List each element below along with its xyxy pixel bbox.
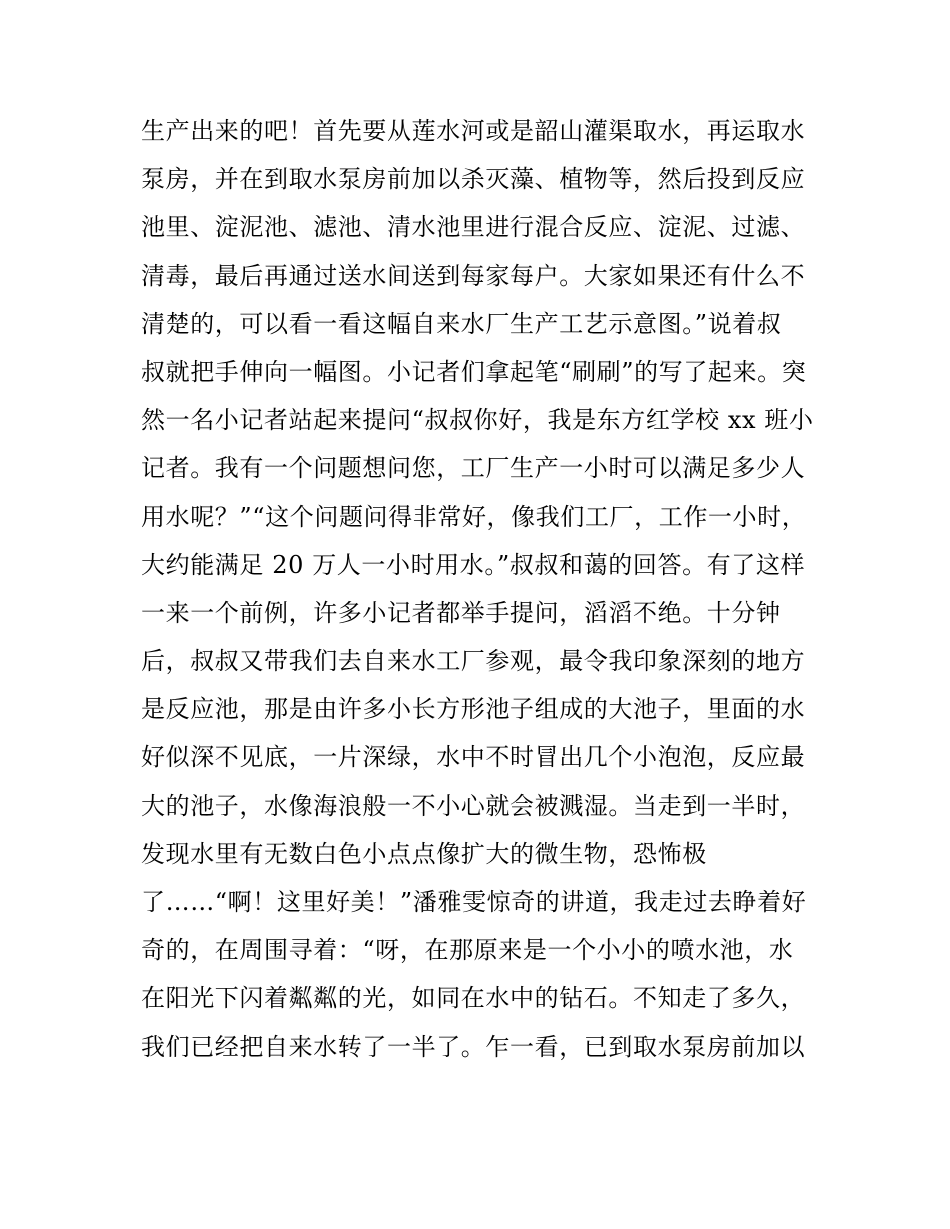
text-line-3: 池里、淀泥池、滤池、清水池里进行混合反应、淀泥、过滤、 bbox=[141, 213, 806, 242]
text-line-7: 然一名小记者站起来提问“叔叔你好，我是东方红学校 xx 班小 bbox=[141, 406, 814, 435]
text-line-6: 叔就把手伸向一幅图。小记者们拿起笔“刷刷”的写了起来。突 bbox=[141, 357, 807, 386]
text-line-1: 生产出来的吧！首先要从莲水河或是韶山灌渠取水，再运取水 bbox=[141, 117, 806, 145]
text-line-15: 大的池子，水像海浪般一不小心就会被溅湿。当走到一半时， bbox=[141, 791, 806, 820]
text-line-8: 记者。我有一个问题想问您，工厂生产一小时可以满足多少人 bbox=[141, 454, 806, 483]
text-line-5: 清楚的，可以看一看这幅自来水厂生产工艺示意图。”说着叔 bbox=[141, 309, 782, 338]
body-text bbox=[141, 107, 821, 1071]
text-line-16: 发现水里有无数白色小点点像扩大的微生物，恐怖极 bbox=[141, 839, 707, 868]
text-line-17: 了……“啊！这里好美！”潘雅雯惊奇的讲道，我走过去睁着好 bbox=[141, 888, 807, 916]
text-line-9: 用水呢？”“这个问题问得非常好，像我们工厂，工作一小时， bbox=[141, 502, 807, 531]
text-line-11: 一来一个前例，许多小记者都举手提问，滔滔不绝。十分钟 bbox=[141, 598, 781, 627]
text-line-14: 好似深不见底，一片深绿，水中不时冒出几个小泡泡，反应最 bbox=[141, 743, 806, 772]
text-line-12: 后，叔叔又带我们去自来水工厂参观，最令我印象深刻的地方 bbox=[141, 647, 806, 676]
text-line-18: 奇的，在周围寻着：“呀，在那原来是一个小小的喷水池，水 bbox=[141, 936, 794, 965]
text-line-10: 大约能满足 20 万人一小时用水。”叔叔和蔼的回答。有了这样 bbox=[141, 550, 806, 579]
text-line-19: 在阳光下闪着粼粼的光，如同在水中的钻石。不知走了多久， bbox=[141, 984, 806, 1013]
text-line-2: 泵房，并在到取水泵房前加以杀灭藻、植物等，然后投到反应 bbox=[141, 165, 806, 194]
text-line-20: 我们已经把自来水转了一半了。乍一看，已到取水泵房前加以 bbox=[141, 1032, 806, 1061]
text-line-4: 清毒，最后再通过送水间送到每家每户。大家如果还有什么不 bbox=[141, 261, 806, 290]
text-line-13: 是反应池，那是由许多小长方形池子组成的大池子，里面的水 bbox=[141, 695, 806, 724]
